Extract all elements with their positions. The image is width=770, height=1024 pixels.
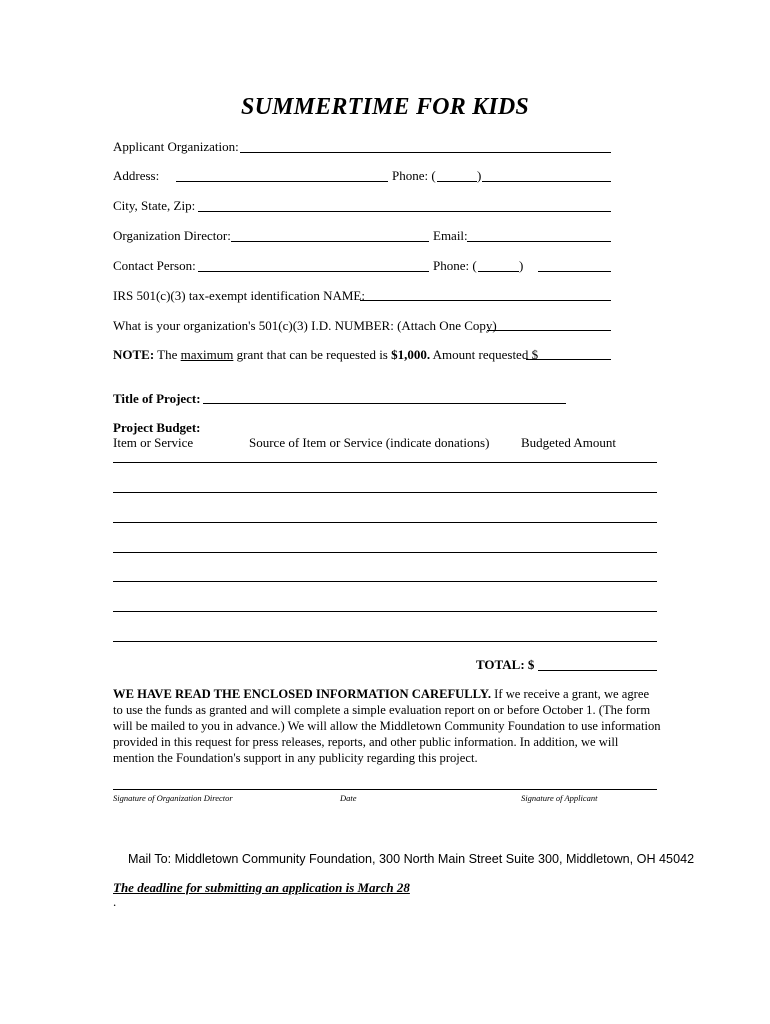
- budget-row-line[interactable]: [113, 641, 657, 642]
- note-amount: $1,000.: [391, 347, 431, 362]
- contact-phone-label: Phone: (: [433, 258, 477, 273]
- trailing-mark: .: [113, 894, 117, 909]
- organization-director-field[interactable]: [231, 241, 429, 242]
- organization-director-label: Organization Director:: [113, 228, 231, 243]
- signature-director-caption: Signature of Organization Director: [113, 793, 233, 803]
- note-label: NOTE:: [113, 347, 155, 362]
- column-budgeted-amount: Budgeted Amount: [521, 435, 616, 450]
- budget-row-line[interactable]: [113, 492, 657, 493]
- id-number-label: What is your organization's 501(c)(3) I.D. NUMBER: (Attach One Copy): [113, 318, 497, 333]
- contact-phone-area-code-field[interactable]: [478, 271, 519, 272]
- budget-row-line[interactable]: [113, 611, 657, 612]
- total-field[interactable]: [538, 670, 657, 671]
- irs-name-label: IRS 501(c)(3) tax-exempt identification NAME:: [113, 288, 365, 303]
- column-source: Source of Item or Service (indicate donations): [249, 435, 490, 450]
- note-maximum: maximum: [180, 347, 234, 362]
- amount-requested-field[interactable]: [526, 359, 611, 360]
- contact-phone-number-field[interactable]: [538, 271, 611, 272]
- city-state-zip-label: City, State, Zip:: [113, 198, 196, 213]
- applicant-organization-label: Applicant Organization:: [113, 139, 239, 154]
- budget-row-line[interactable]: [113, 552, 657, 553]
- id-number-field[interactable]: [487, 330, 611, 331]
- address-label: Address:: [113, 168, 160, 183]
- signature-line[interactable]: [113, 789, 657, 790]
- budget-row-line[interactable]: [113, 462, 657, 463]
- agreement-paragraph: [113, 686, 661, 766]
- phone-area-code-field[interactable]: [437, 181, 477, 182]
- applicant-organization-field[interactable]: [240, 152, 611, 153]
- signature-applicant-caption: Signature of Applicant: [521, 793, 598, 803]
- contact-phone-paren-close: ): [519, 258, 524, 273]
- email-field[interactable]: [467, 241, 611, 242]
- column-item-or-service: Item or Service: [113, 435, 194, 450]
- note-text: NOTE: The maximum grant that can be requested is $1,000. Amount requested $: [113, 347, 539, 362]
- agreement-text: If we receive a grant, we agree to use the funds as granted and will complete a simple evaluation report on or before October 1. (The form will be mailed to you in advance.) We will allow the Middletown Community Foundation to use information provided in this request for press releases, reports, and other public information. In addition, we will mention the Foundation's support in any publicity regarding this project.: [113, 687, 661, 765]
- mail-to-address: Mail To: Middletown Community Foundation, 300 North Main Street Suite 300, Middletown, OH 45042: [128, 852, 695, 866]
- contact-person-field[interactable]: [198, 271, 429, 272]
- title-of-project-field[interactable]: [203, 403, 566, 404]
- phone-label: Phone: (: [392, 168, 436, 183]
- contact-person-label: Contact Person:: [113, 258, 196, 273]
- form-title: SUMMERTIME FOR KIDS: [241, 94, 529, 120]
- city-state-zip-field[interactable]: [198, 211, 611, 212]
- agreement-heading: WE HAVE READ THE ENCLOSED INFORMATION CAREFULLY.: [113, 687, 492, 701]
- project-budget-label: Project Budget:: [113, 420, 201, 435]
- title-of-project-label: Title of Project:: [113, 391, 201, 406]
- budget-row-line[interactable]: [113, 581, 657, 582]
- deadline-notice: The deadline for submitting an application is March 28: [113, 880, 410, 895]
- irs-name-field[interactable]: [360, 300, 611, 301]
- email-label: Email:: [433, 228, 468, 243]
- total-label: TOTAL: $: [476, 657, 535, 672]
- phone-number-field[interactable]: [482, 181, 611, 182]
- date-caption: Date: [340, 793, 357, 803]
- budget-row-line[interactable]: [113, 522, 657, 523]
- phone-paren-close: ): [477, 168, 482, 183]
- address-field[interactable]: [176, 181, 388, 182]
